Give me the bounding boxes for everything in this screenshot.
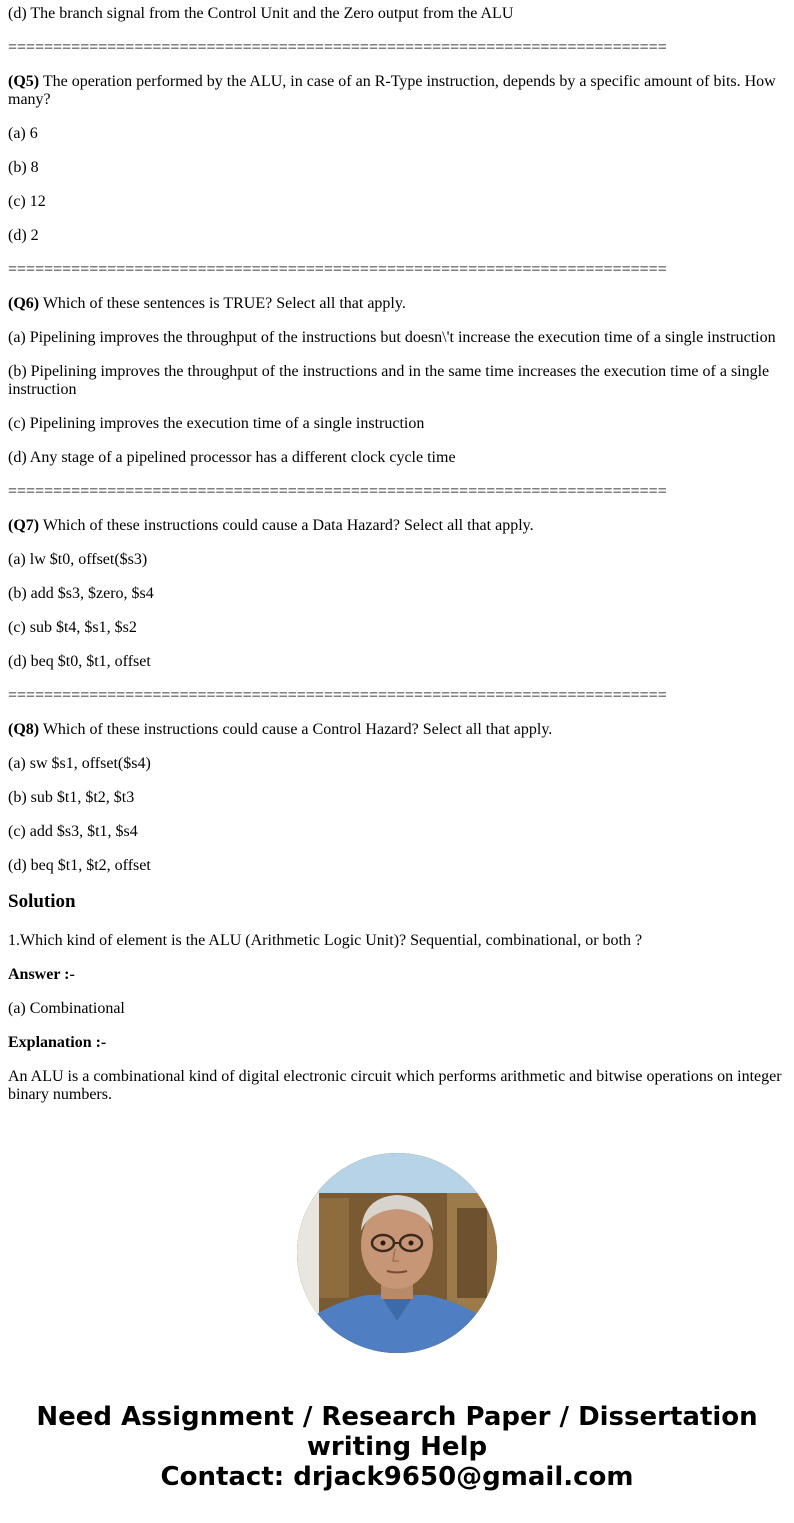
option: (d) 2	[8, 227, 39, 244]
question-q5	[8, 73, 788, 109]
question-label: (Q7)	[8, 517, 40, 534]
author-photo	[297, 1153, 497, 1353]
question-text: The operation performed by the ALU, in case of an R-Type instruction, depends by a specific amount of bits. How many?	[8, 73, 776, 108]
question-q8	[8, 721, 788, 739]
option: (c) 12	[8, 193, 46, 210]
answer-label: Answer :-	[8, 966, 75, 983]
separator: =========================================================================	[8, 39, 667, 56]
q4-option-d: (d) The branch signal from the Control Unit and the Zero output from the ALU	[8, 5, 514, 22]
option: (c) add $s3, $t1, $s4	[8, 823, 138, 840]
question-text: Which of these sentences is TRUE? Select all that apply.	[39, 295, 406, 312]
option: (b) sub $t1, $t2, $t3	[8, 789, 135, 806]
option: (a) sw $s1, offset($s4)	[8, 755, 151, 772]
option: (c) sub $t4, $s1, $s2	[8, 619, 137, 636]
option: (c) Pipelining improves the execution time of a single instruction	[8, 415, 425, 432]
option: (d) Any stage of a pipelined processor has a different clock cycle time	[8, 449, 456, 466]
option: (a) 6	[8, 125, 38, 142]
portrait-image	[297, 1153, 497, 1353]
explanation-label: Explanation :-	[8, 1034, 107, 1051]
contact-banner	[0, 1402, 794, 1492]
answer-text: (a) Combinational	[8, 1000, 125, 1017]
option: (a) Pipelining improves the throughput of the instructions but doesn\'t increase the execution time of a single instruction	[8, 329, 776, 346]
question-text: Which of these instructions could cause a Control Hazard? Select all that apply.	[39, 721, 553, 738]
option: (d) beq $t0, $t1, offset	[8, 653, 151, 670]
option: (d) beq $t1, $t2, offset	[8, 857, 151, 874]
question-text: Which of these instructions could cause a Data Hazard? Select all that apply.	[39, 517, 534, 534]
separator: =========================================================================	[8, 261, 667, 278]
solution-question: 1.Which kind of element is the ALU (Arithmetic Logic Unit)? Sequential, combinational, or both ?	[8, 932, 643, 949]
separator: =========================================================================	[8, 687, 667, 704]
explanation-text: An ALU is a combinational kind of digital electronic circuit which performs arithmetic and bitwise operations on integer binary numbers.	[8, 1068, 782, 1103]
question-label: (Q8)	[8, 721, 40, 738]
cta-line: writing Help	[306, 1432, 488, 1462]
cta-line: Need Assignment / Research Paper / Dissertation	[36, 1402, 758, 1432]
question-q7	[8, 517, 788, 535]
question-label: (Q5)	[8, 73, 40, 90]
option: (b) 8	[8, 159, 39, 176]
option: (b) Pipelining improves the throughput of the instructions and in the same time increases the execution time of a single instruction	[8, 363, 770, 398]
question-label: (Q6)	[8, 295, 40, 312]
separator: =========================================================================	[8, 483, 667, 500]
option: (a) lw $t0, offset($s3)	[8, 551, 148, 568]
question-q6	[8, 295, 788, 313]
option: (b) add $s3, $zero, $s4	[8, 585, 154, 602]
document	[8, 5, 788, 1120]
contact-email: Contact: drjack9650@gmail.com	[160, 1462, 634, 1492]
solution-heading: Solution	[8, 891, 76, 912]
